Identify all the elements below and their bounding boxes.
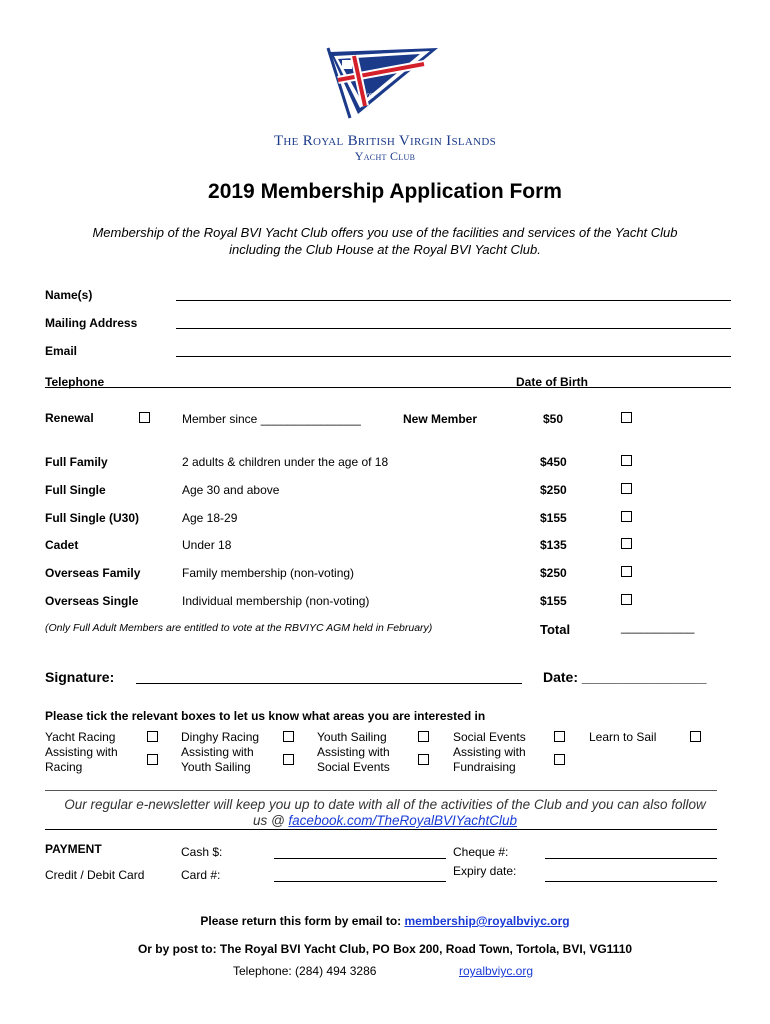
facebook-link[interactable]: facebook.com/TheRoyalBVIYachtClub <box>288 813 518 828</box>
membership-checkbox[interactable] <box>621 511 632 522</box>
membership-price: $250 <box>540 483 567 497</box>
membership-price: $250 <box>540 566 567 580</box>
new-member-price: $50 <box>543 412 564 426</box>
membership-type: Full Single <box>45 483 106 497</box>
interest-checkbox[interactable] <box>418 754 429 765</box>
website-link[interactable]: royalbviyc.org <box>459 964 534 978</box>
svg-text:YC: YC <box>364 92 374 100</box>
pennant-flag-icon <box>320 44 445 122</box>
expiry-label: Expiry date: <box>453 864 517 878</box>
mailing-label: Mailing Address <box>45 316 138 330</box>
membership-checkbox[interactable] <box>621 455 632 466</box>
return-text: Please return this form by email to: <box>200 914 405 928</box>
membership-price: $450 <box>540 455 567 469</box>
membership-desc: Family membership (non-voting) <box>182 566 355 580</box>
interests-heading: Please tick the relevant boxes to let us know what areas you are interested in <box>45 709 486 723</box>
newsletter-prefix: us @ <box>252 813 289 828</box>
club-name <box>0 133 770 164</box>
membership-type: Overseas Single <box>45 594 139 608</box>
date-field[interactable]: Date: ________________ <box>543 669 707 685</box>
card-number-label: Card #: <box>181 868 221 882</box>
newsletter-line1: Our regular e-newsletter will keep you up to date with all of the activities of the Club and you can also follow <box>64 797 706 812</box>
mailing-field[interactable] <box>176 328 731 329</box>
cheque-field[interactable] <box>545 858 717 859</box>
intro-line1: Membership of the Royal BVI Yacht Club offers you use of the facilities and services of the Yacht Club <box>92 225 678 240</box>
names-label: Name(s) <box>45 288 93 302</box>
interest-assist-racing <box>45 745 118 775</box>
newsletter-line2 <box>0 813 770 828</box>
membership-type: Overseas Family <box>45 566 141 580</box>
interest-checkbox[interactable] <box>283 754 294 765</box>
page-title: 2019 Membership Application Form <box>208 180 562 203</box>
membership-desc: 2 adults & children under the age of 18 <box>182 455 389 469</box>
membership-desc: Age 18-29 <box>182 511 238 525</box>
interest-label-line: Racing <box>45 760 83 774</box>
signature-label: Signature: <box>45 669 115 685</box>
interest-social-events: Social Events <box>453 730 526 744</box>
payment-label: PAYMENT <box>45 842 102 856</box>
interest-checkbox[interactable] <box>554 754 565 765</box>
expiry-field[interactable] <box>545 881 717 882</box>
membership-desc: Age 30 and above <box>182 483 280 497</box>
membership-desc: Individual membership (non-voting) <box>182 594 370 608</box>
club-name-line1: The Royal British Virgin Islands <box>273 133 497 149</box>
interest-label-line: Assisting with <box>453 745 526 759</box>
names-field[interactable] <box>176 300 731 301</box>
membership-type: Cadet <box>45 538 79 552</box>
signature-field[interactable] <box>136 683 522 684</box>
telephone-label: Telephone <box>45 375 105 389</box>
cash-label: Cash $: <box>181 845 223 859</box>
divider <box>45 829 717 830</box>
interest-dinghy-racing: Dinghy Racing <box>181 730 260 744</box>
membership-checkbox[interactable] <box>621 566 632 577</box>
interest-label-line: Assisting with <box>317 745 390 759</box>
membership-price: $155 <box>540 511 567 525</box>
club-logo <box>320 44 445 122</box>
membership-desc: Under 18 <box>182 538 232 552</box>
interest-learn-to-sail: Learn to Sail <box>589 730 657 744</box>
renewal-checkbox[interactable] <box>139 412 150 423</box>
interest-label-line: Assisting with <box>45 745 118 759</box>
membership-checkbox[interactable] <box>621 594 632 605</box>
card-number-field[interactable] <box>274 881 446 882</box>
interest-checkbox[interactable] <box>690 731 701 742</box>
dob-label: Date of Birth <box>516 375 588 389</box>
membership-type: Full Family <box>45 455 108 469</box>
interest-label-line: Assisting with <box>181 745 254 759</box>
interest-assist-social <box>317 745 390 775</box>
membership-price: $155 <box>540 594 567 608</box>
interest-assist-fundraising <box>453 745 526 775</box>
vote-note: (Only Full Adult Members are entitled to vote at the RBVIYC AGM held in February) <box>45 622 433 634</box>
interest-checkbox[interactable] <box>554 731 565 742</box>
return-line <box>0 914 770 928</box>
membership-checkbox[interactable] <box>621 483 632 494</box>
footer-telephone: Telephone: (284) 494 3286 <box>233 964 377 978</box>
cash-field[interactable] <box>274 858 446 859</box>
interest-youth-sailing: Youth Sailing <box>317 730 387 744</box>
cheque-label: Cheque #: <box>453 845 509 859</box>
membership-price: $135 <box>540 538 567 552</box>
membership-checkbox[interactable] <box>621 538 632 549</box>
new-member-checkbox[interactable] <box>621 412 632 423</box>
telephone-dob-field[interactable] <box>45 387 731 388</box>
interest-label-line: Youth Sailing <box>181 760 251 774</box>
interest-yacht-racing: Yacht Racing <box>45 730 116 744</box>
total-field[interactable]: ___________ <box>621 620 695 634</box>
total-label: Total <box>540 622 571 637</box>
card-label: Credit / Debit Card <box>45 868 145 882</box>
interest-checkbox[interactable] <box>147 754 158 765</box>
interest-label-line: Fundraising <box>453 760 516 774</box>
renewal-label: Renewal <box>45 411 94 425</box>
new-member-label: New Member <box>403 412 478 426</box>
interest-checkbox[interactable] <box>147 731 158 742</box>
email-label: Email <box>45 344 78 358</box>
email-field[interactable] <box>176 356 731 357</box>
interest-assist-youth <box>181 745 254 775</box>
membership-type: Full Single (U30) <box>45 511 140 525</box>
email-link[interactable]: membership@royalbviyc.org <box>404 914 570 928</box>
divider <box>45 790 717 791</box>
post-address: Or by post to: The Royal BVI Yacht Club, PO Box 200, Road Town, Tortola, BVI, VG1110 <box>137 942 633 956</box>
member-since: Member since _______________ <box>182 412 361 426</box>
interest-checkbox[interactable] <box>418 731 429 742</box>
interest-checkbox[interactable] <box>283 731 294 742</box>
intro-line2: including the Club House at the Royal BVI Yacht Club. <box>229 242 541 257</box>
interest-label-line: Social Events <box>317 760 390 774</box>
club-name-line2: Yacht Club <box>354 149 416 163</box>
